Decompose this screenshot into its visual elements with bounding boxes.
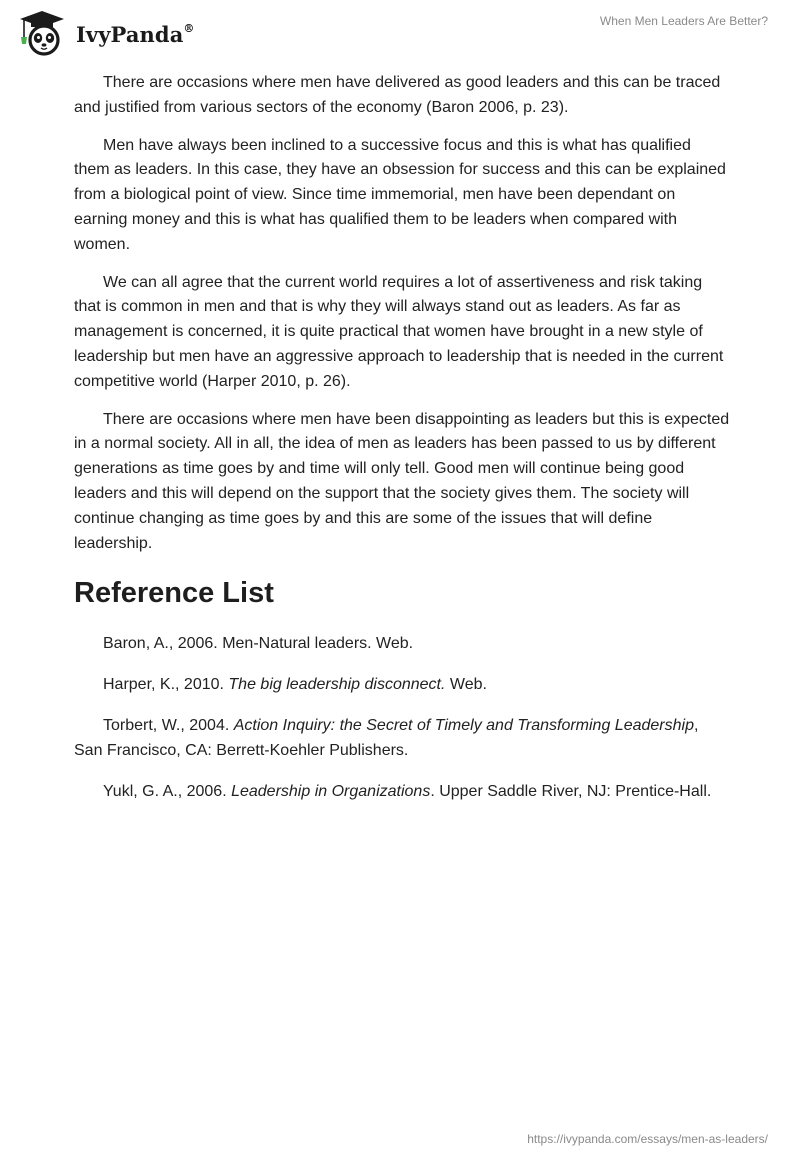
reference-item: Yukl, G. A., 2006. Leadership in Organizations. Upper Saddle River, NJ: Prentice-Hall. [103,782,712,800]
source-url[interactable]: https://ivypanda.com/essays/men-as-leaders/ [527,1132,768,1146]
reference-title: The big leadership disconnect. [228,676,446,694]
body-paragraph: There are occasions where men have delivered as good leaders and this can be traced and justified from various sectors of the economy (Baron 2006, p. 23). [74,74,721,116]
page-header [0,0,800,66]
brand-name: IvyPanda® [76,21,195,47]
essay-content [74,71,730,820]
body-paragraph: We can all agree that the current world requires a lot of assertiveness and risk taking that is common in men and that is why they will always stand out as leaders. As far as management is concerned, it is quite practical that women have brought in a new style of leadership but men have an aggressive approach to leadership that is needed in the current competitive world (Harper 2010, p. 26). [74,273,724,390]
reference-item: Baron, A., 2006. Men-Natural leaders. Web. [103,635,414,653]
reference-title: Leadership in Organizations [231,782,431,800]
registered-mark: ® [183,21,195,35]
document-title: When Men Leaders Are Better? [599,14,768,28]
body-paragraph: Men have always been inclined to a successive focus and this is what has qualified them as leaders. In this case, they have an obsession for success and this can be explained from a biological point of view. Since time immemorial, men have been dependant on earning money and this is what has qualified them to be leaders when compared with women. [74,136,726,253]
ivypanda-logo[interactable] [14,8,195,58]
reference-item: Harper, K., 2010. The big leadership disconnect. Web. [103,676,487,694]
reference-title: Action Inquiry: the Secret of Timely and Transforming Leadership [233,716,694,734]
body-paragraph: There are occasions where men have been disappointing as leaders but this is expected in a normal society. All in all, the idea of men as leaders has been passed to us by different generations as time goes by and time will only tell. Good men will continue being good leaders and this will depend on the support that the society gives them. The society will continue changing as time goes by and this are some of the issues that will define leadership. [74,410,730,552]
reference-list-heading: Reference List [74,577,274,610]
reference-item: Torbert, W., 2004. Action Inquiry: the Secret of Timely and Transforming Leadership, San Francisco, CA: Berrett-Koehler Publishers. [74,716,699,759]
panda-graduate-logo-icon [14,8,70,58]
